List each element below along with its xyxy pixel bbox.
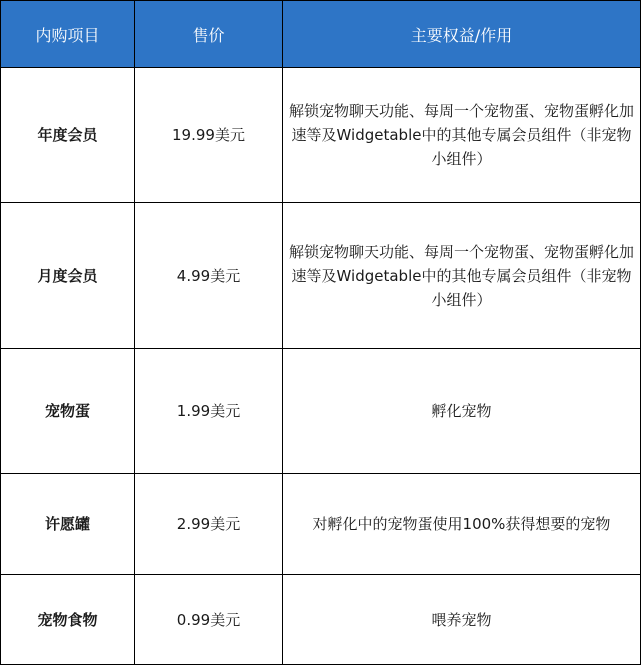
header-item: 内购项目 (1, 1, 135, 68)
header-benefit: 主要权益/作用 (283, 1, 641, 68)
item-name: 宠物蛋 (1, 349, 135, 474)
table-row (1, 575, 641, 665)
item-price: 1.99美元 (135, 349, 283, 474)
item-price: 4.99美元 (135, 203, 283, 349)
item-price: 0.99美元 (135, 575, 283, 665)
table-row (1, 474, 641, 575)
item-name: 许愿罐 (1, 474, 135, 575)
table-row (1, 349, 641, 474)
item-price: 19.99美元 (135, 68, 283, 203)
item-benefit: 解锁宠物聊天功能、每周一个宠物蛋、宠物蛋孵化加速等及Widgetable中的其他专属会员组件（非宠物小组件） (283, 203, 641, 349)
item-benefit: 喂养宠物 (283, 575, 641, 665)
item-benefit: 对孵化中的宠物蛋使用100%获得想要的宠物 (283, 474, 641, 575)
table-row (1, 203, 641, 349)
item-benefit: 孵化宠物 (283, 349, 641, 474)
table-header-row (1, 1, 641, 68)
item-name: 宠物食物 (1, 575, 135, 665)
header-price: 售价 (135, 1, 283, 68)
table-row (1, 68, 641, 203)
item-benefit: 解锁宠物聊天功能、每周一个宠物蛋、宠物蛋孵化加速等及Widgetable中的其他专属会员组件（非宠物小组件） (283, 68, 641, 203)
item-price: 2.99美元 (135, 474, 283, 575)
item-name: 年度会员 (1, 68, 135, 203)
item-name: 月度会员 (1, 203, 135, 349)
